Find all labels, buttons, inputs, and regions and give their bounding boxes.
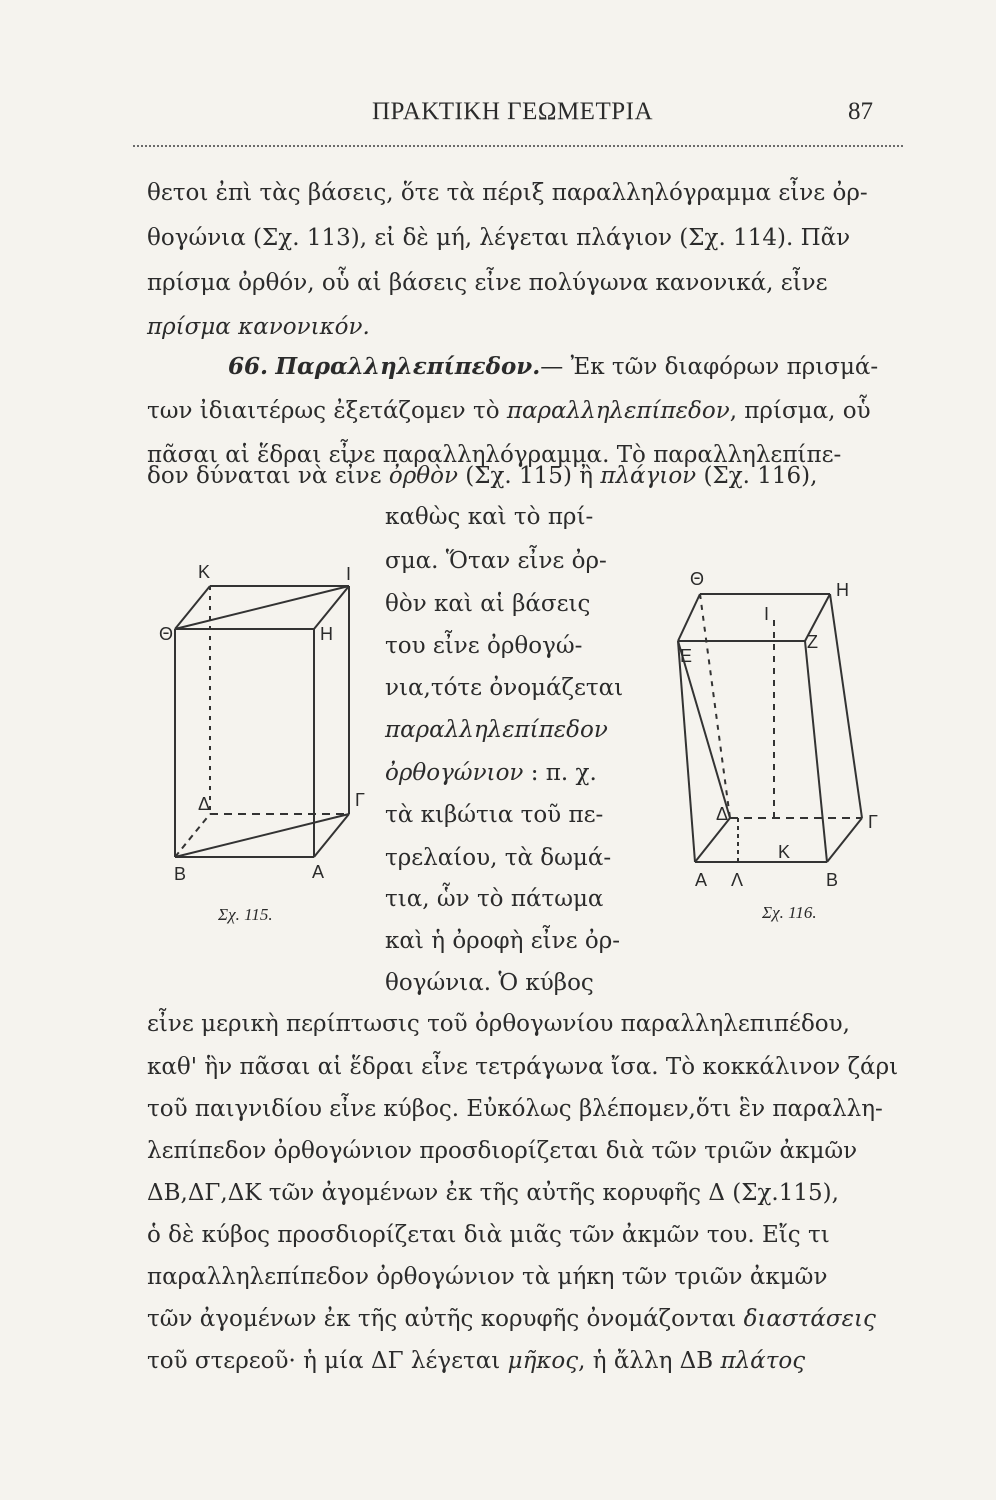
text-line: ΔΒ,ΔΓ,ΔΚ τῶν ἀγομένων ἐκ τῆς αὐτῆς κορυφῆς Δ (Σχ.115),	[147, 1180, 839, 1206]
text-span: (Σχ. 116),	[696, 463, 818, 489]
text-line	[147, 1308, 876, 1331]
term-italic: ὀρθὸν	[388, 463, 458, 489]
text-span: : π. χ.	[523, 760, 597, 786]
vertex-label: Γ	[355, 790, 365, 810]
figure-caption: Σχ. 116.	[762, 903, 817, 922]
term-italic: διαστάσεις	[743, 1306, 876, 1332]
edge	[827, 818, 862, 862]
text-span: (Σχ. 115) ἢ	[457, 463, 601, 489]
column-line: σμα. Ὅταν εἶνε ὀρ-	[385, 548, 607, 574]
term-italic: πλάγιον	[600, 463, 697, 489]
text-line: παραλληλεπίπεδον ὀρθογώνιον τὰ μήκη τῶν τριῶν ἀκμῶν	[147, 1264, 828, 1290]
figure-115	[150, 560, 385, 930]
column-line: νια,τότε ὀνομάζεται	[385, 675, 624, 701]
text-line: ὁ δὲ κύβος προσδιορίζεται διὰ μιᾶς τῶν ἀκμῶν του. Εἴς τι	[147, 1222, 830, 1248]
vertex-label: Α	[312, 862, 325, 882]
running-header-title: ΠΡΑΚΤΙΚΗ ΓΕΩΜΕΤΡΙΑ	[372, 98, 654, 125]
vertex-label: Α	[695, 870, 708, 890]
column-line: του εἶνε ὀρθογώ-	[385, 633, 583, 659]
text-line: καθ' ἣν πᾶσαι αἱ ἕδραι εἶνε τετράγωνα ἴσα. Τὸ κοκκάλινον ζάρι	[147, 1054, 899, 1080]
text-line: πᾶσαι αἱ ἕδραι εἶνε παραλληλόγραμμα. Τὸ παραλληλεπίπε-	[147, 442, 842, 468]
page-number: 87	[848, 98, 873, 125]
text-line: εἶνε μερικὴ περίπτωσις τοῦ ὀρθογωνίου παραλληλεπιπέδου,	[147, 1011, 850, 1037]
text-span: , πρίσμα, οὗ	[729, 398, 871, 424]
edge	[678, 594, 700, 641]
column-line: τρελαίου, τὰ δωμά-	[385, 845, 612, 871]
text-line: θετοι ἐπὶ τὰς βάσεις, ὅτε τὰ πέριξ παραλληλόγραμμα εἶνε ὀρ-	[147, 180, 868, 206]
vertex-label: Γ	[868, 812, 878, 832]
edge	[805, 641, 827, 862]
section-heading-line	[228, 355, 878, 379]
text-span: , ἡ ἄλλη ΔΒ	[578, 1348, 721, 1374]
text-line: λεπίπεδον ὀρθογώνιον προσδιορίζεται διὰ τῶν τριῶν ἀκμῶν	[147, 1138, 858, 1164]
text-line: πρίσμα κανονικόν.	[147, 314, 370, 340]
text-line	[147, 1350, 805, 1373]
vertex-label: Η	[320, 624, 333, 644]
column-line	[385, 762, 597, 785]
vertex-label: Δ	[198, 794, 211, 814]
column-line: θὸν καὶ αἱ βάσεις	[385, 591, 591, 617]
vertex-label: Θ	[159, 624, 174, 644]
vertex-label: Ζ	[807, 632, 818, 652]
column-line: τια, ὧν τὸ πάτωμα	[385, 886, 604, 912]
term-italic: παραλληλεπίπεδον	[506, 398, 730, 424]
vertex-label: Δ	[716, 804, 729, 824]
column-line: καθὼς καὶ τὸ πρί-	[385, 504, 594, 530]
column-line: παραλληλεπίπεδον	[385, 717, 608, 743]
edge	[830, 594, 862, 818]
vertex-label: Ε	[680, 646, 693, 666]
column-line: καὶ ἡ ὀροφὴ εἶνε ὀρ-	[385, 928, 621, 954]
vertex-label: Ι	[346, 564, 352, 584]
section-title: Παραλληλεπίπεδον.	[275, 353, 541, 380]
edge	[695, 818, 730, 862]
diagonal	[175, 586, 349, 629]
text-span: των ἰδιαιτέρως ἐξετάζομεν τὸ	[147, 398, 507, 424]
vertex-label: Θ	[690, 569, 705, 589]
vertex-label: Β	[174, 864, 187, 884]
vertex-label: Κ	[778, 842, 791, 862]
figure-116	[675, 565, 905, 895]
text-span: τῶν ἀγομένων ἐκ τῆς αὐτῆς κορυφῆς ὀνομάζονται	[147, 1306, 744, 1332]
diagonal	[175, 814, 349, 857]
section-number: 66.	[228, 353, 269, 380]
vertex-label: Λ	[731, 870, 744, 890]
text-line	[147, 400, 871, 423]
header-rule	[133, 145, 903, 147]
column-line: τὰ κιβώτια τοῦ πε-	[385, 802, 604, 828]
section-text: — Ἐκ τῶν διαφόρων πρισμά-	[540, 354, 879, 380]
term-italic: ὀρθογώνιον	[385, 760, 524, 786]
text-line	[147, 465, 817, 488]
vertex-label: K	[198, 562, 211, 582]
text-line: θογώνια (Σχ. 113), εἰ δὲ μή, λέγεται πλάγιον (Σχ. 114). Πᾶν	[147, 225, 851, 251]
vertex-label: Ι	[764, 604, 770, 624]
figure-caption: Σχ. 115.	[218, 905, 273, 924]
vertex-label: Β	[826, 870, 839, 890]
term-italic: μῆκος	[507, 1348, 579, 1374]
text-line: πρίσμα ὀρθόν, οὗ αἱ βάσεις εἶνε πολύγωνα κανονικά, εἶνε	[147, 270, 828, 296]
text-span: δον δύναται νὰ εἶνε	[147, 463, 389, 489]
term-italic: πλάτος	[720, 1348, 806, 1374]
text-line: τοῦ παιγνιδίου εἶνε κύβος. Εὐκόλως βλέπομεν,ὅτι ἓν παραλλη-	[147, 1096, 883, 1122]
edge	[678, 641, 695, 862]
hidden-edge	[700, 594, 730, 818]
column-line: θογώνια. Ὁ κύβος	[385, 970, 594, 996]
vertex-label: Η	[836, 580, 849, 600]
text-span: τοῦ στερεοῦ· ἡ μία ΔΓ λέγεται	[147, 1348, 508, 1374]
